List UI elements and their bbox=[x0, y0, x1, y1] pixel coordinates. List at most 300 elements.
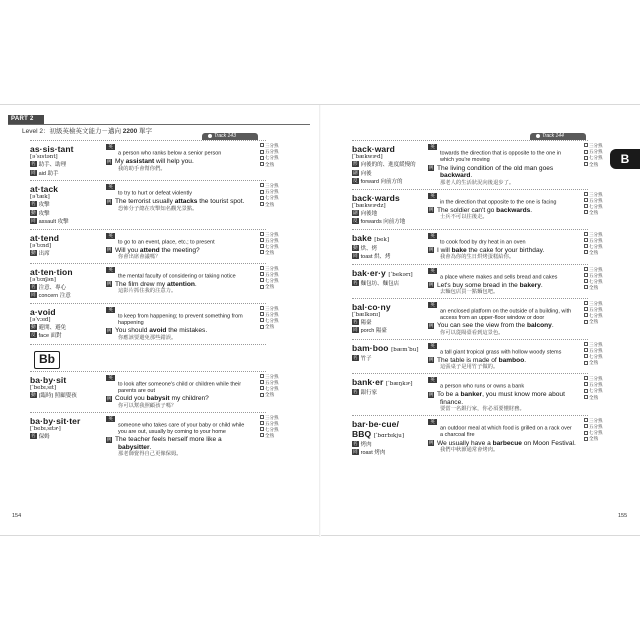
right-page bbox=[320, 105, 640, 537]
checkbox-icon[interactable] bbox=[260, 156, 264, 160]
mastery-label: 三分熟 bbox=[589, 266, 603, 272]
part-of-speech-tag: 同 bbox=[353, 327, 358, 333]
checkbox-icon[interactable] bbox=[584, 382, 588, 386]
english-definition bbox=[428, 144, 576, 164]
definition-badge: 英英 bbox=[106, 233, 115, 239]
example-text: my children? bbox=[169, 395, 209, 403]
mastery-label: 七分熟 bbox=[589, 155, 603, 161]
phonetic: [ˈbebɪˌsɪt] bbox=[30, 384, 57, 391]
definition-text: towards the direction that is opposite to the one in which you're moving bbox=[440, 150, 562, 164]
part-of-speech-tag: 反 bbox=[31, 332, 36, 338]
word-info-text: 向後 bbox=[360, 170, 372, 177]
mastery-label: 三分熟 bbox=[589, 375, 603, 381]
word-entry bbox=[30, 180, 279, 229]
example-keyword: banker bbox=[460, 391, 483, 399]
checkbox-icon[interactable] bbox=[260, 325, 264, 329]
word-entry bbox=[352, 415, 603, 460]
word-entry bbox=[30, 229, 279, 263]
word-info-text: forwards 向前方地 bbox=[360, 219, 406, 225]
mastery-option[interactable] bbox=[260, 284, 284, 290]
definition-badge: 英英 bbox=[428, 377, 437, 383]
word-info-text: 烘、烤 bbox=[360, 245, 378, 252]
mastery-option[interactable] bbox=[584, 395, 608, 401]
example-text: The teacher feels herself more like a bbox=[115, 436, 222, 444]
definition-badge: 英英 bbox=[428, 233, 437, 239]
english-definition bbox=[428, 302, 576, 322]
mastery-option[interactable] bbox=[260, 433, 284, 439]
entry-head bbox=[352, 302, 428, 337]
part-of-speech-tag: 反 bbox=[353, 218, 358, 223]
headword: bal·co·ny bbox=[352, 301, 391, 312]
mastery-label: 全熟 bbox=[265, 284, 274, 290]
example-text: The terrorist usually bbox=[115, 198, 175, 206]
part-of-speech-tag: 同 bbox=[31, 292, 36, 298]
mastery-label: 全熟 bbox=[589, 250, 598, 256]
entry-head bbox=[30, 375, 106, 410]
mastery-checklist bbox=[260, 306, 284, 331]
mastery-option[interactable] bbox=[260, 162, 284, 168]
english-definition bbox=[106, 184, 254, 197]
headword: ba·by·sit bbox=[30, 374, 67, 385]
example-text: The film drew my bbox=[115, 280, 168, 288]
mastery-label: 五分熟 bbox=[589, 237, 603, 243]
checkbox-icon[interactable] bbox=[260, 374, 264, 378]
word-entry bbox=[30, 371, 279, 412]
checkbox-icon[interactable] bbox=[584, 156, 588, 160]
checkbox-icon[interactable] bbox=[260, 190, 264, 194]
example-text: You can see the view from the bbox=[437, 322, 527, 330]
word-info-text: forward 向前方的 bbox=[360, 179, 403, 185]
word-entry bbox=[352, 189, 603, 229]
checkbox-icon[interactable] bbox=[584, 250, 588, 254]
mastery-checklist bbox=[584, 418, 608, 443]
word-info-text: 攻擊 bbox=[38, 202, 50, 208]
mastery-label: 全熟 bbox=[265, 250, 274, 256]
checkbox-icon[interactable] bbox=[260, 272, 264, 276]
checkbox-icon[interactable] bbox=[584, 204, 588, 208]
example-sentence bbox=[106, 395, 254, 403]
mastery-label: 三分熟 bbox=[265, 265, 279, 271]
example-text: The soldier can't go bbox=[437, 206, 497, 214]
word-info bbox=[30, 210, 103, 219]
checkbox-icon[interactable] bbox=[260, 202, 264, 206]
definition-text: someone who takes care of your baby or child while you are out, usually by coming to your home bbox=[118, 422, 245, 435]
example-keyword: bakery bbox=[519, 281, 541, 289]
headword-line bbox=[352, 233, 425, 245]
checkbox-icon[interactable] bbox=[260, 183, 264, 187]
checkbox-icon[interactable] bbox=[260, 415, 264, 419]
word-entry bbox=[352, 373, 603, 415]
definition-badge: 英英 bbox=[106, 144, 115, 150]
mastery-label: 三分熟 bbox=[265, 231, 279, 237]
book-spread bbox=[0, 104, 640, 536]
checkbox-icon[interactable] bbox=[584, 354, 588, 358]
checkbox-icon[interactable] bbox=[584, 431, 588, 435]
mastery-option[interactable] bbox=[584, 250, 608, 256]
part-of-speech-tag: 名 bbox=[31, 161, 36, 166]
example-badge: 例 bbox=[428, 357, 434, 363]
left-page bbox=[0, 105, 320, 537]
entry-body bbox=[106, 184, 254, 227]
word-info bbox=[352, 449, 425, 458]
word-info bbox=[352, 327, 425, 336]
word-info-text: 烤肉 bbox=[360, 441, 372, 448]
word-info-text: aid 助手 bbox=[38, 170, 59, 177]
word-info-text: 麵包坊、麵包店 bbox=[360, 280, 400, 287]
mastery-option[interactable] bbox=[260, 202, 284, 208]
example-sentence bbox=[106, 436, 254, 451]
phonetic: [ˈbækwɚdz] bbox=[352, 202, 386, 209]
definition-text: an enclosed platform on the outside of a building, with access from an upper-floor window or door bbox=[440, 308, 572, 321]
checkbox-icon[interactable] bbox=[260, 380, 264, 384]
example-text: You should bbox=[115, 327, 150, 335]
mastery-checklist bbox=[584, 192, 608, 217]
chinese-translation: 你應該要避免那些錯誤。 bbox=[118, 335, 177, 342]
word-info-text: 出席 bbox=[38, 250, 50, 257]
checkbox-icon[interactable] bbox=[260, 393, 264, 397]
mastery-label: 七分熟 bbox=[265, 318, 279, 324]
example-text: To be a bbox=[437, 391, 461, 399]
entry-body bbox=[428, 144, 576, 187]
example-keyword: balcony bbox=[526, 322, 552, 330]
mastery-label: 三分熟 bbox=[265, 183, 279, 188]
chinese-translation: 你會出席會議嗎？ bbox=[118, 254, 161, 261]
phonetic: [ˈbekərɪ] bbox=[388, 271, 413, 278]
phonetic: [ˈbɑrbɪkju] bbox=[373, 432, 405, 439]
mastery-option[interactable] bbox=[260, 324, 284, 330]
checkbox-icon[interactable] bbox=[584, 361, 588, 365]
example-badge: 例 bbox=[106, 158, 112, 164]
checkbox-icon[interactable] bbox=[584, 162, 588, 166]
mastery-label: 五分熟 bbox=[589, 197, 603, 203]
english-definition bbox=[106, 307, 254, 327]
checkbox-icon[interactable] bbox=[260, 244, 264, 248]
checkbox-icon[interactable] bbox=[584, 143, 588, 147]
example-sentence bbox=[106, 198, 254, 206]
mastery-label: 三分熟 bbox=[589, 341, 603, 347]
mastery-label: 三分熟 bbox=[265, 143, 279, 148]
example-text: the meeting? bbox=[159, 246, 200, 254]
part-of-speech-tag: 名 bbox=[353, 318, 358, 324]
word-info-text: concern 注意 bbox=[38, 293, 71, 300]
level-prefix: Level 2： bbox=[22, 128, 50, 135]
entry-body bbox=[106, 307, 254, 342]
part-of-speech-tag: 副 bbox=[353, 209, 358, 215]
word-info bbox=[30, 201, 103, 210]
english-definition bbox=[428, 343, 576, 356]
headword-text: BBQ bbox=[352, 428, 372, 439]
entry-head bbox=[30, 307, 106, 342]
mastery-label: 七分熟 bbox=[265, 426, 279, 432]
checkbox-icon[interactable] bbox=[260, 433, 264, 437]
checkbox-icon[interactable] bbox=[584, 198, 588, 202]
checkbox-icon[interactable] bbox=[260, 421, 264, 425]
phonetic: [bæmˈbu] bbox=[391, 346, 419, 353]
checkbox-icon[interactable] bbox=[260, 150, 264, 154]
part-of-speech-tag: 名 bbox=[353, 440, 358, 446]
mastery-label: 全熟 bbox=[589, 436, 598, 442]
checkbox-icon[interactable] bbox=[584, 424, 588, 428]
mastery-label: 全熟 bbox=[265, 201, 274, 207]
entry-body bbox=[106, 375, 254, 410]
mastery-label: 五分熟 bbox=[265, 420, 279, 426]
checkbox-icon[interactable] bbox=[584, 342, 588, 346]
word-info bbox=[30, 161, 103, 170]
entry-head bbox=[352, 233, 428, 262]
mastery-label: 五分熟 bbox=[265, 237, 279, 243]
headword-line bbox=[352, 268, 425, 280]
example-badge: 例 bbox=[106, 395, 112, 401]
mastery-checklist bbox=[584, 342, 608, 367]
word-info bbox=[352, 280, 425, 289]
example-text: . bbox=[530, 206, 533, 214]
mastery-label: 五分熟 bbox=[589, 272, 603, 278]
mastery-label: 七分熟 bbox=[589, 313, 603, 319]
word-info bbox=[30, 218, 103, 227]
mastery-label: 全熟 bbox=[589, 319, 598, 325]
example-badge: 例 bbox=[428, 165, 434, 171]
checkbox-icon[interactable] bbox=[584, 395, 588, 399]
definition-text: a person who runs or owns a bank bbox=[440, 383, 525, 390]
english-definition bbox=[106, 144, 254, 157]
part-of-speech-tag: 同 bbox=[353, 449, 358, 455]
part-of-speech-tag: 名 bbox=[31, 432, 36, 438]
word-info bbox=[352, 253, 425, 262]
checkbox-icon[interactable] bbox=[584, 232, 588, 236]
example-text: the mistakes. bbox=[166, 327, 208, 335]
word-entry bbox=[352, 339, 603, 373]
entry-head bbox=[352, 419, 428, 458]
checkbox-icon[interactable] bbox=[584, 376, 588, 380]
checkbox-icon[interactable] bbox=[584, 244, 588, 248]
mastery-label: 七分熟 bbox=[589, 203, 603, 209]
checkbox-icon[interactable] bbox=[260, 232, 264, 236]
headword-text: bank·er bbox=[352, 376, 384, 387]
mastery-checklist bbox=[260, 143, 284, 168]
example-text: We usually have a bbox=[437, 439, 493, 447]
definition-text: a tall giant tropical grass with hollow woody stems bbox=[440, 349, 562, 356]
checkbox-icon[interactable] bbox=[260, 266, 264, 270]
chinese-translation: 恐怖分子總在攻擊知名觀光景點。 bbox=[118, 205, 198, 212]
checkbox-icon[interactable] bbox=[260, 162, 264, 166]
checkbox-icon[interactable] bbox=[260, 285, 264, 289]
word-info bbox=[352, 245, 425, 254]
part-of-speech-tag: 動 bbox=[353, 244, 358, 250]
part-of-speech-tag: 副 bbox=[353, 169, 358, 175]
example-badge: 例 bbox=[106, 327, 112, 333]
entry-head bbox=[30, 184, 106, 227]
checkbox-icon[interactable] bbox=[584, 389, 588, 393]
mastery-label: 全熟 bbox=[589, 394, 598, 400]
example-sentence bbox=[106, 158, 254, 166]
word-info bbox=[30, 433, 103, 442]
checkbox-icon[interactable] bbox=[260, 427, 264, 431]
word-entry bbox=[352, 140, 603, 189]
mastery-option[interactable] bbox=[260, 392, 284, 398]
checkbox-icon[interactable] bbox=[260, 238, 264, 242]
word-info-text: (臨時) 照顧嬰孩 bbox=[38, 392, 77, 399]
checkbox-icon[interactable] bbox=[584, 348, 588, 352]
phonetic: [əˈtɛnd] bbox=[30, 242, 52, 249]
checkbox-icon[interactable] bbox=[584, 150, 588, 154]
example-keyword: bake bbox=[451, 246, 467, 254]
example-keyword: avoid bbox=[149, 327, 167, 335]
phonetic: [ˈbebɪˌsɪtɚ] bbox=[30, 425, 61, 432]
word-info bbox=[30, 292, 103, 301]
definition-text: in the direction that opposite to the one is facing bbox=[440, 199, 557, 205]
checkbox-icon[interactable] bbox=[260, 306, 264, 310]
checkbox-icon[interactable] bbox=[584, 320, 588, 324]
mastery-checklist bbox=[260, 266, 284, 291]
left-entries bbox=[30, 140, 279, 460]
checkbox-icon[interactable] bbox=[584, 301, 588, 305]
phonetic: [əˈtɛnʃən] bbox=[30, 276, 56, 283]
checkbox-icon[interactable] bbox=[260, 196, 264, 200]
checkbox-icon[interactable] bbox=[584, 285, 588, 289]
headword: at·ten·tion bbox=[30, 266, 73, 277]
entry-head bbox=[352, 268, 428, 296]
definition-badge: 英英 bbox=[106, 184, 115, 190]
word-info bbox=[30, 392, 103, 401]
mastery-option[interactable] bbox=[584, 210, 608, 216]
entry-body bbox=[428, 419, 576, 458]
mastery-label: 五分熟 bbox=[265, 271, 279, 277]
header-rule bbox=[8, 124, 310, 125]
right-entries bbox=[352, 140, 603, 460]
chinese-translation: 這影片抓住我的注意力。 bbox=[118, 288, 177, 295]
example-keyword: babysitter bbox=[118, 443, 150, 451]
example-badge: 例 bbox=[428, 322, 434, 328]
example-keyword: bamboo bbox=[498, 356, 525, 364]
checkbox-icon[interactable] bbox=[584, 437, 588, 441]
checkbox-icon[interactable] bbox=[584, 313, 588, 317]
checkbox-icon[interactable] bbox=[260, 250, 264, 254]
phonetic: [ˈbælkənɪ] bbox=[352, 311, 381, 318]
example-badge: 例 bbox=[428, 207, 434, 213]
example-text: Will you bbox=[115, 246, 140, 254]
entry-body bbox=[428, 377, 576, 413]
mastery-option[interactable] bbox=[584, 162, 608, 168]
headword: at·tack bbox=[30, 184, 59, 194]
level-count: 2200 bbox=[122, 128, 138, 135]
mastery-option[interactable] bbox=[584, 360, 608, 366]
example-keyword: babysit bbox=[146, 395, 170, 403]
mastery-label: 七分熟 bbox=[265, 386, 279, 392]
track-label: Track 144 bbox=[542, 133, 564, 139]
entry-body bbox=[106, 233, 254, 261]
mastery-option[interactable] bbox=[584, 436, 608, 442]
mastery-option[interactable] bbox=[260, 250, 284, 256]
part-of-speech-tag: 名 bbox=[31, 201, 36, 206]
example-badge: 例 bbox=[428, 247, 434, 253]
definition-text: to try to hurt or defeat violently bbox=[118, 190, 192, 197]
mastery-label: 全熟 bbox=[589, 161, 598, 167]
example-text: Could you bbox=[115, 395, 147, 403]
example-text: . bbox=[524, 356, 527, 364]
example-text: the tourist spot. bbox=[197, 198, 245, 206]
mastery-label: 七分熟 bbox=[265, 195, 279, 201]
mastery-label: 五分熟 bbox=[265, 311, 279, 317]
headword-line bbox=[352, 343, 425, 355]
phonetic: [ˈbæŋkɚ] bbox=[385, 380, 413, 387]
checkbox-icon[interactable] bbox=[584, 307, 588, 311]
mastery-option[interactable] bbox=[584, 319, 608, 325]
entry-body bbox=[428, 233, 576, 262]
mastery-option[interactable] bbox=[584, 285, 608, 291]
checkbox-icon[interactable] bbox=[260, 318, 264, 322]
checkbox-icon[interactable] bbox=[260, 278, 264, 282]
example-text: . bbox=[470, 172, 473, 180]
example-keyword: attention bbox=[167, 280, 195, 288]
word-info bbox=[352, 210, 425, 219]
part-of-speech-tag: 同 bbox=[31, 169, 36, 175]
example-sentence bbox=[428, 440, 576, 448]
checkbox-icon[interactable] bbox=[260, 143, 264, 147]
mastery-label: 五分熟 bbox=[589, 424, 603, 430]
entry-head bbox=[352, 343, 428, 371]
track-badge[interactable] bbox=[530, 133, 586, 140]
checkbox-icon[interactable] bbox=[584, 210, 588, 214]
mastery-label: 全熟 bbox=[589, 360, 598, 366]
checkbox-icon[interactable] bbox=[584, 267, 588, 271]
example-text: My bbox=[115, 158, 126, 166]
track-badge[interactable] bbox=[202, 133, 258, 140]
checkbox-icon[interactable] bbox=[260, 386, 264, 390]
word-info bbox=[352, 178, 425, 187]
definition-badge: 英英 bbox=[106, 307, 115, 313]
definition-badge: 英英 bbox=[428, 144, 437, 150]
mastery-label: 三分熟 bbox=[589, 231, 603, 237]
example-sentence bbox=[106, 327, 254, 335]
headword-text: bam·boo bbox=[352, 342, 389, 353]
checkbox-icon[interactable] bbox=[584, 418, 588, 422]
checkbox-icon[interactable] bbox=[260, 312, 264, 316]
word-info-text: 注意、專心 bbox=[38, 284, 67, 291]
mastery-checklist bbox=[260, 183, 284, 208]
mastery-label: 全熟 bbox=[589, 285, 598, 291]
english-definition bbox=[106, 416, 254, 436]
word-info bbox=[30, 332, 103, 341]
mastery-label: 三分熟 bbox=[265, 373, 279, 379]
mastery-label: 三分熟 bbox=[589, 417, 603, 423]
word-info-text: 攻擊 bbox=[38, 210, 50, 217]
headword: bar·be·cue/ bbox=[352, 418, 399, 429]
definition-badge: 英英 bbox=[106, 416, 115, 422]
word-info bbox=[352, 161, 425, 170]
example-badge: 例 bbox=[106, 281, 112, 287]
english-definition bbox=[428, 268, 576, 281]
part-of-speech-tag: 名 bbox=[353, 279, 358, 285]
cd-disc-icon bbox=[536, 134, 540, 138]
example-badge: 例 bbox=[106, 247, 112, 253]
example-sentence bbox=[428, 391, 576, 406]
example-badge: 例 bbox=[106, 436, 112, 442]
checkbox-icon[interactable] bbox=[584, 192, 588, 196]
example-text: the cake for your birthday. bbox=[466, 246, 545, 254]
phonetic: [bek] bbox=[374, 236, 390, 243]
mastery-label: 全熟 bbox=[265, 161, 274, 167]
chinese-translation: 我的助手會幫你們。 bbox=[118, 165, 166, 172]
chinese-translation: 你可以幫我照顧孩子嗎？ bbox=[118, 402, 177, 409]
chinese-translation: 那老師覺得自己更像保姆。 bbox=[118, 451, 182, 458]
page-number: 155 bbox=[618, 513, 628, 519]
chinese-translation: 那老人的生活狀況向後退步了。 bbox=[440, 179, 515, 186]
checkbox-icon[interactable] bbox=[584, 273, 588, 277]
checkbox-icon[interactable] bbox=[584, 279, 588, 283]
checkbox-icon[interactable] bbox=[584, 238, 588, 242]
word-info bbox=[352, 441, 425, 450]
word-entry bbox=[30, 263, 279, 303]
